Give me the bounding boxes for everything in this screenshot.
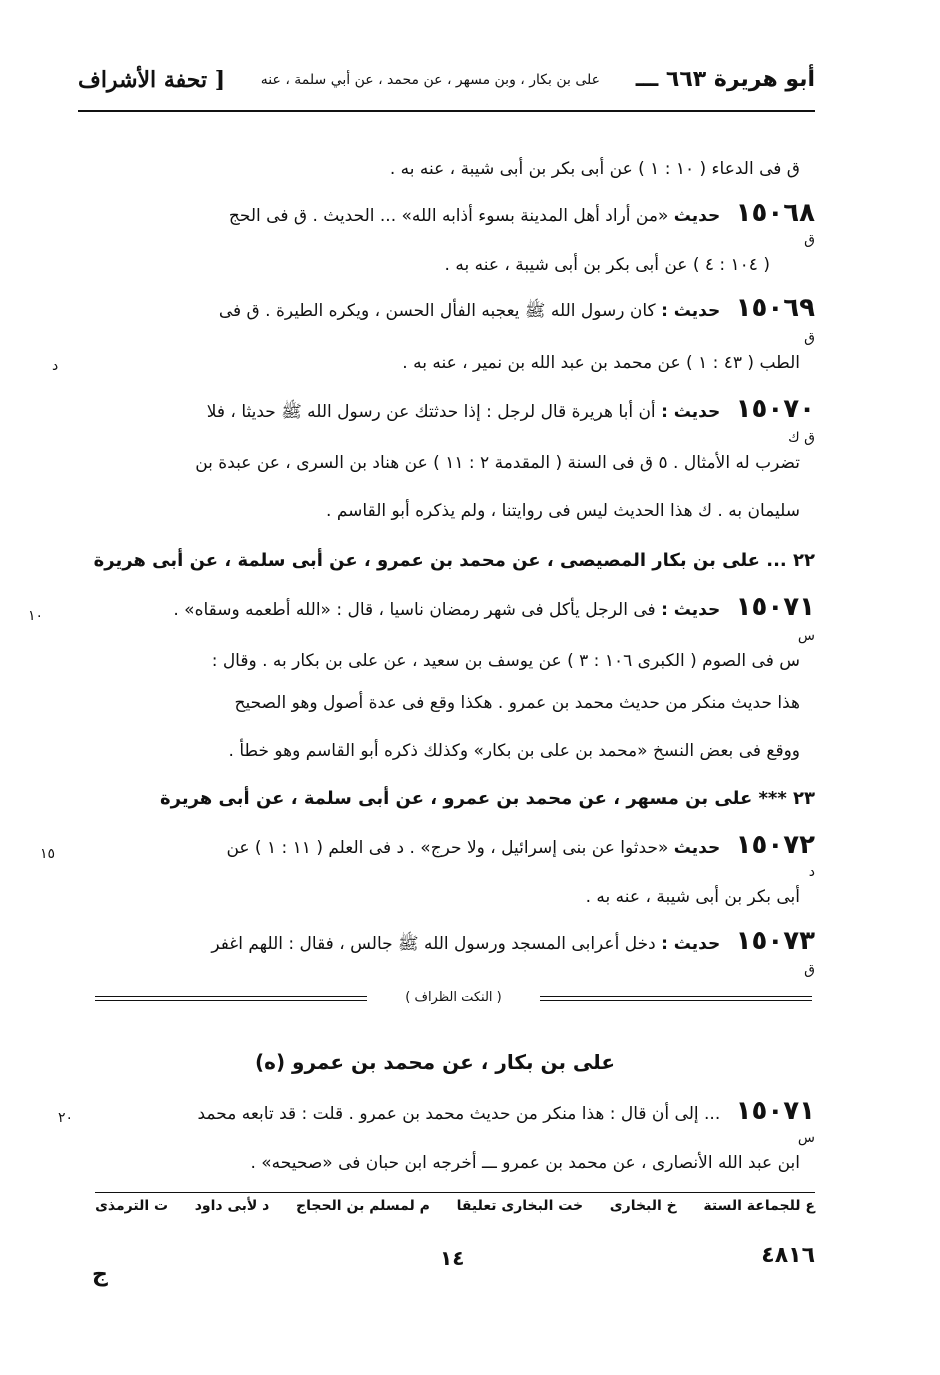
text-line: ق فى الدعاء ( ١٠ : ١ ) عن أبى بكر بن أبى شيبة ، عنه به .: [389, 159, 800, 179]
text-line: سليمان به . ك هذا الحديث ليس فى روايتنا ، ولم يذكره أبو القاسم .: [326, 501, 800, 521]
text-line: س فى الصوم ( الكبرى ١٠٦ : ٣ ) عن يوسف بن سعيد ، عن على بن بكار به . وقال :: [211, 651, 800, 671]
hadith-label: حديث :: [661, 934, 721, 954]
nukat-divider: [95, 990, 812, 1012]
text-line: ابن عبد الله الأنصارى ، عن محمد بن عمرو ـــ أخرجه ابن حبان فى «صحيحه» .: [250, 1153, 800, 1173]
margin-line-number: ١٠: [28, 608, 44, 624]
footer-rule: [95, 1192, 815, 1193]
hadith-text: «من أراد أهل المدينة بسوء أذابه الله» ... الحديث . ق فى الحج: [228, 206, 669, 226]
abbrev-item: ع للجماعة الستة: [703, 1198, 815, 1214]
section-heading-22: ٢٢ ... على بن بكار المصيصى ، عن محمد بن عمرو ، عن أبى سلمة ، عن أبى هريرة: [93, 550, 815, 571]
abbrev-item: م لمسلم بن الحجاج: [296, 1198, 430, 1214]
header-left: [ تحفة الأشراف: [78, 67, 226, 93]
divider-line: [95, 996, 367, 997]
hadith-text: أن أبا هريرة قال لرجل : إذا حدثتك عن رسول الله ﷺ حديثا ، فلا: [206, 402, 656, 422]
abbrev-item: د لأبى داود: [194, 1198, 270, 1214]
text-line: ووقع فى بعض النسخ «محمد بن على بن بكار» وكذلك ذكره أبو القاسم وهو خطأ .: [228, 741, 800, 761]
siglum: س: [797, 1130, 815, 1146]
divider-line: [540, 996, 812, 997]
footer-abbreviations: [95, 1198, 815, 1214]
hadith-label: حديث :: [661, 402, 721, 422]
hadith-15073: [211, 928, 815, 957]
hadith-15068: [229, 200, 815, 229]
nukat-title: على بن بكار ، عن محمد بن عمرو (ه): [255, 1050, 615, 1074]
page-code: ٤٨١٦: [761, 1243, 815, 1268]
text-line: أبى بكر بن أبى شيبة ، عنه به .: [585, 887, 800, 907]
siglum: ق: [804, 232, 815, 248]
hadith-number: ١٥٠٧٢: [735, 830, 815, 860]
text-line: تضرب له الأمثال . ٥ ق فى السنة ( المقدمة ٢ : ١١ ) عن هناد بن السرى ، عن عبدة بن: [195, 453, 800, 473]
siglum: د: [808, 864, 815, 880]
hadith-label: حديث :: [661, 301, 721, 321]
siglum: ق: [804, 962, 815, 978]
margin-line-number: ١٥: [40, 846, 56, 862]
header-rule: [78, 110, 815, 112]
page-number: ١٤: [440, 1246, 465, 1270]
nukat-15071: [197, 1098, 815, 1127]
divider-label: ( النكت الظراف ): [399, 990, 507, 1005]
hadith-label: حديث: [673, 838, 721, 858]
hadith-number: ١٥٠٧١: [735, 592, 815, 622]
hadith-number: ١٥٠٦٨: [735, 198, 815, 228]
hadith-15070: [207, 396, 815, 425]
divider-line: [95, 1000, 367, 1001]
hadith-text: كان رسول الله ﷺ يعجبه الفأل الحسن ، ويكره الطيرة . ق فى: [218, 301, 656, 321]
abbrev-item: خ البخارى: [609, 1198, 677, 1214]
signature-letter: ج: [92, 1262, 108, 1287]
hadith-number: ١٥٠٦٩: [735, 293, 815, 323]
hadith-number: ١٥٠٧١: [735, 1096, 815, 1126]
hadith-label: حديث: [673, 206, 721, 226]
hadith-label: حديث :: [661, 600, 721, 620]
hadith-text: فى الرجل يأكل فى شهر رمضان ناسيا ، قال : «الله أطعمه وسقاه» .: [173, 600, 656, 620]
nukat-text: ... إلى أن قال : هذا منكر من حديث محمد بن عمرو . قلت : قد تابعه محمد: [197, 1104, 721, 1124]
text-line: ( ١٠٤ : ٤ ) عن أبى بكر بن أبى شيبة ، عنه به .: [444, 255, 770, 275]
header-right: أبو هريرة ٦٦٣ ـــ: [635, 67, 815, 92]
hadith-number: ١٥٠٧٠: [735, 394, 815, 424]
section-heading-23: ٢٣ *** على بن مسهر ، عن محمد بن عمرو ، عن أبى سلمة ، عن أبى هريرة: [160, 788, 815, 809]
abbrev-item: ت الترمذى: [95, 1198, 169, 1214]
text-line: هذا حديث منكر من حديث محمد بن عمرو . هكذا وقع فى عدة أصول وهو الصحيح: [234, 693, 800, 713]
hadith-15071: [173, 594, 815, 623]
abbrev-item: خت البخارى تعليقا: [456, 1198, 584, 1214]
margin-note: د: [52, 358, 59, 374]
margin-line-number: ٢٠: [58, 1110, 74, 1126]
divider-line: [540, 1000, 812, 1001]
siglum: ق ك: [788, 430, 815, 446]
header-middle: على بن بكار ، وبن مسهر ، عن محمد ، عن أبي سلمة ، عنه: [260, 72, 601, 88]
hadith-number: ١٥٠٧٣: [735, 926, 815, 956]
siglum: ق: [804, 330, 815, 346]
hadith-15069: [219, 295, 815, 324]
hadith-text: «حدثوا عن بنى إسرائيل ، ولا حرج» . د فى العلم ( ١١ : ١ ) عن: [226, 838, 669, 858]
hadith-15072: [226, 832, 815, 861]
siglum: س: [797, 628, 815, 644]
text-line: الطب ( ٤٣ : ١ ) عن محمد بن عبد الله بن نمير ، عنه به .: [402, 353, 800, 373]
hadith-text: دخل أعرابى المسجد ورسول الله ﷺ جالس ، فقال : اللهم اغفر: [211, 934, 656, 954]
running-header: [78, 60, 815, 100]
